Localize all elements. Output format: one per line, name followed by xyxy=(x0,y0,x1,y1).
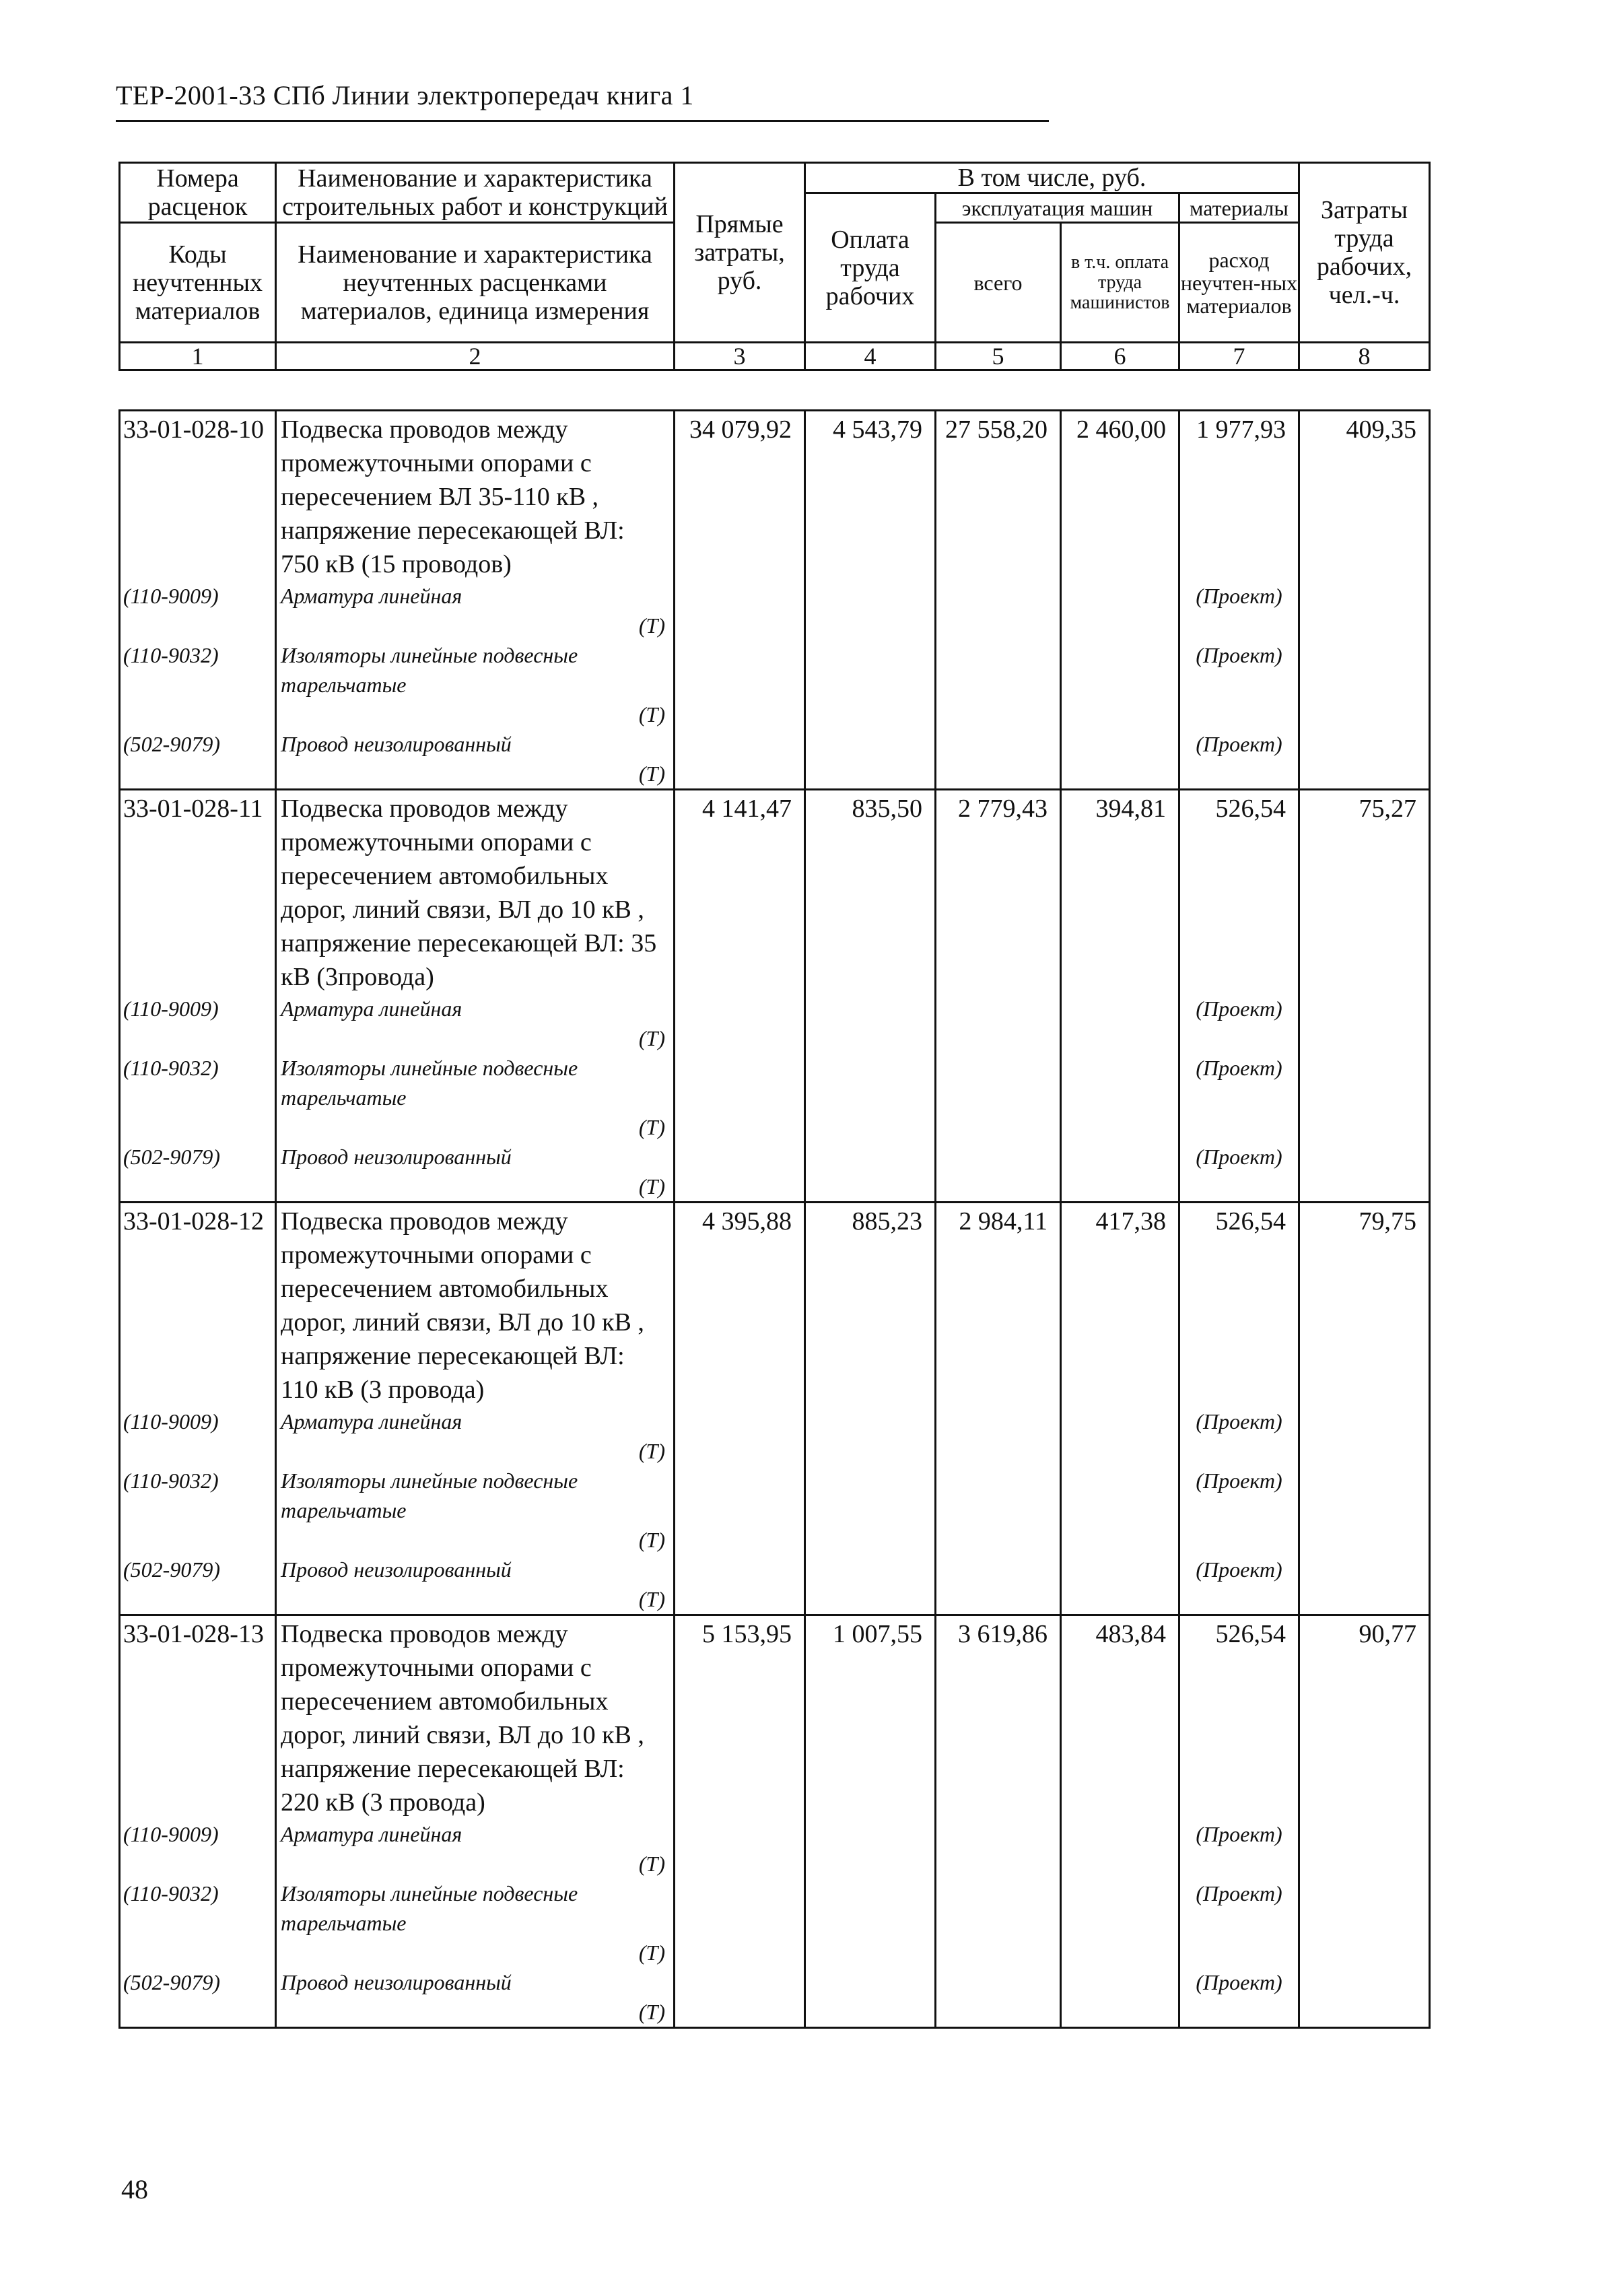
material-code: (110-9009) xyxy=(120,581,276,640)
material-name xyxy=(276,1555,675,1615)
empty-cell xyxy=(805,1819,936,1879)
material-note: (Проект) xyxy=(1179,1819,1299,1879)
material-name xyxy=(276,1466,675,1555)
rate-row xyxy=(120,1203,1430,1407)
rate-name-line: дорог, линий связи, ВЛ до 10 кВ , xyxy=(281,1721,644,1749)
material-name xyxy=(276,1053,675,1142)
rate-name-line: промежуточными опорами с xyxy=(281,1654,592,1682)
header-name-materials: Наименование и характеристика неучтенных расценками материалов, единица измерения xyxy=(276,223,675,343)
empty-cell xyxy=(1061,1407,1179,1466)
material-note: (Проект) xyxy=(1179,1142,1299,1203)
material-code: (110-9032) xyxy=(120,1879,276,1967)
empty-cell xyxy=(805,1555,936,1615)
empty-cell xyxy=(936,729,1061,790)
material-name xyxy=(276,1142,675,1203)
empty-cell xyxy=(805,729,936,790)
empty-cell xyxy=(805,1967,936,2028)
empty-cell xyxy=(1299,1142,1430,1203)
empty-cell xyxy=(675,1879,805,1967)
empty-cell xyxy=(805,1142,936,1203)
machinist-pay: 394,81 xyxy=(1061,790,1179,994)
rate-name xyxy=(276,411,675,582)
empty-cell xyxy=(1061,1466,1179,1555)
material-note: (Проект) xyxy=(1179,729,1299,790)
empty-cell xyxy=(675,729,805,790)
rate-name-line: промежуточными опорами с xyxy=(281,828,592,856)
material-row xyxy=(120,1879,1430,1967)
material-name-line: Провод неизолированный xyxy=(281,1557,512,1582)
material-code: (110-9032) xyxy=(120,1466,276,1555)
rate-code: 33-01-028-13 xyxy=(120,1615,276,1820)
empty-cell xyxy=(675,1967,805,2028)
rate-name-line: пересечением ВЛ 35-110 кВ , xyxy=(281,483,599,511)
empty-cell xyxy=(675,1466,805,1555)
material-name-line: тарельчатые xyxy=(281,1498,407,1522)
rate-name-line: дорог, линий связи, ВЛ до 10 кВ , xyxy=(281,896,644,924)
machinist-pay: 2 460,00 xyxy=(1061,411,1179,582)
material-name-line: тарельчатые xyxy=(281,1085,407,1110)
material-unit: (Т) xyxy=(638,762,665,786)
rate-name-line: пересечением автомобильных xyxy=(281,1275,609,1303)
material-code: (110-9009) xyxy=(120,1819,276,1879)
material-row xyxy=(120,1819,1430,1879)
rate-name-line: промежуточными опорами с xyxy=(281,449,592,477)
material-name xyxy=(276,1819,675,1879)
empty-cell xyxy=(1299,581,1430,640)
machinist-pay: 483,84 xyxy=(1061,1615,1179,1820)
empty-cell xyxy=(1061,1142,1179,1203)
rate-name-line: Подвеска проводов между xyxy=(281,1207,568,1236)
materials-cost: 526,54 xyxy=(1179,790,1299,994)
col-number: 3 xyxy=(675,343,805,370)
worker-pay: 885,23 xyxy=(805,1203,936,1407)
material-name-line: Арматура линейная xyxy=(281,1409,462,1433)
rate-row xyxy=(120,790,1430,994)
empty-cell xyxy=(1299,1053,1430,1142)
rate-name xyxy=(276,1203,675,1407)
col-number: 4 xyxy=(805,343,936,370)
empty-cell xyxy=(675,1555,805,1615)
material-note: (Проект) xyxy=(1179,1879,1299,1967)
material-name-line: Провод неизолированный xyxy=(281,732,512,756)
rate-name-line: дорог, линий связи, ВЛ до 10 кВ , xyxy=(281,1308,644,1337)
machine-total: 3 619,86 xyxy=(936,1615,1061,1820)
rate-name-line: 110 кВ (3 провода) xyxy=(281,1376,485,1404)
material-code: (502-9079) xyxy=(120,1555,276,1615)
machinist-pay: 417,38 xyxy=(1061,1203,1179,1407)
col-number: 7 xyxy=(1179,343,1299,370)
col-number: 1 xyxy=(120,343,276,370)
col-number: 6 xyxy=(1061,343,1179,370)
material-unit: (Т) xyxy=(638,1115,665,1139)
material-code: (502-9079) xyxy=(120,1142,276,1203)
material-unit: (Т) xyxy=(638,613,665,638)
col-number: 5 xyxy=(936,343,1061,370)
material-name-line: Изоляторы линейные подвесные xyxy=(281,1056,578,1080)
labor-cost: 409,35 xyxy=(1299,411,1430,582)
material-unit: (Т) xyxy=(638,1528,665,1552)
material-row xyxy=(120,581,1430,640)
material-name-line: тарельчатые xyxy=(281,1911,407,1935)
empty-cell xyxy=(1061,1879,1179,1967)
empty-cell xyxy=(936,1879,1061,1967)
material-name xyxy=(276,581,675,640)
material-row xyxy=(120,1407,1430,1466)
empty-cell xyxy=(936,1819,1061,1879)
material-name-line: Арматура линейная xyxy=(281,584,462,608)
header-labor: Затраты труда рабочих, чел.-ч. xyxy=(1299,163,1430,343)
empty-cell xyxy=(675,1142,805,1203)
empty-cell xyxy=(936,1967,1061,2028)
material-name-line: Провод неизолированный xyxy=(281,1145,512,1169)
material-name-line: Изоляторы линейные подвесные xyxy=(281,643,578,667)
table-header xyxy=(118,162,1431,371)
rate-name-line: 220 кВ (3 провода) xyxy=(281,1788,485,1817)
direct-costs: 34 079,92 xyxy=(675,411,805,582)
empty-cell xyxy=(936,1466,1061,1555)
material-name xyxy=(276,1879,675,1967)
empty-cell xyxy=(936,1142,1061,1203)
empty-cell xyxy=(1061,640,1179,729)
empty-cell xyxy=(1299,1879,1430,1967)
rate-name-line: 750 кВ (15 проводов) xyxy=(281,550,512,578)
material-unit: (Т) xyxy=(638,1026,665,1050)
col-number: 8 xyxy=(1299,343,1430,370)
rate-code: 33-01-028-12 xyxy=(120,1203,276,1407)
empty-cell xyxy=(1299,1819,1430,1879)
material-row xyxy=(120,1466,1430,1555)
materials-cost: 1 977,93 xyxy=(1179,411,1299,582)
machine-total: 2 779,43 xyxy=(936,790,1061,994)
material-note: (Проект) xyxy=(1179,1053,1299,1142)
empty-cell xyxy=(1299,1555,1430,1615)
rates-table-body xyxy=(120,411,1430,2028)
material-note: (Проект) xyxy=(1179,1407,1299,1466)
material-name xyxy=(276,729,675,790)
material-row xyxy=(120,1555,1430,1615)
material-note: (Проект) xyxy=(1179,640,1299,729)
page-number: 48 xyxy=(121,2174,148,2204)
labor-cost: 90,77 xyxy=(1299,1615,1430,1820)
material-name xyxy=(276,994,675,1053)
col-number: 2 xyxy=(276,343,675,370)
material-name-line: Провод неизолированный xyxy=(281,1970,512,1994)
worker-pay: 1 007,55 xyxy=(805,1615,936,1820)
material-unit: (Т) xyxy=(638,1587,665,1611)
header-direct-costs: Прямые затраты, руб. xyxy=(675,163,805,343)
empty-cell xyxy=(936,581,1061,640)
material-row xyxy=(120,1053,1430,1142)
material-name xyxy=(276,1967,675,2028)
rate-name-line: напряжение пересекающей ВЛ: xyxy=(281,1755,625,1783)
material-unit: (Т) xyxy=(638,1439,665,1463)
header-materials: материалы xyxy=(1179,193,1299,223)
empty-cell xyxy=(805,640,936,729)
material-row xyxy=(120,994,1430,1053)
rate-name-line: промежуточными опорами с xyxy=(281,1241,592,1269)
header-machine-ops: эксплуатация машин xyxy=(936,193,1179,223)
material-row xyxy=(120,729,1430,790)
material-unit: (Т) xyxy=(638,1174,665,1198)
empty-cell xyxy=(675,994,805,1053)
empty-cell xyxy=(675,1053,805,1142)
empty-cell xyxy=(675,1407,805,1466)
empty-cell xyxy=(936,1407,1061,1466)
empty-cell xyxy=(675,581,805,640)
material-note: (Проект) xyxy=(1179,1555,1299,1615)
header-including: В том числе, руб. xyxy=(805,163,1299,193)
rate-name-line: Подвеска проводов между xyxy=(281,1620,568,1648)
material-row xyxy=(120,640,1430,729)
header-worker-pay: Оплата труда рабочих xyxy=(805,193,936,343)
page-header: ТЕР-2001-33 СПб Линии электропередач книга 1 xyxy=(116,80,694,110)
direct-costs: 4 395,88 xyxy=(675,1203,805,1407)
empty-cell xyxy=(675,1819,805,1879)
labor-cost: 75,27 xyxy=(1299,790,1430,994)
empty-cell xyxy=(805,581,936,640)
rate-row xyxy=(120,1615,1430,1820)
empty-cell xyxy=(1299,729,1430,790)
material-unit: (Т) xyxy=(638,2000,665,2024)
header-materials-unaccounted: расход неучтен-ных материалов xyxy=(1179,223,1299,343)
rate-code: 33-01-028-11 xyxy=(120,790,276,994)
material-unit: (Т) xyxy=(638,702,665,727)
empty-cell xyxy=(1299,1967,1430,2028)
empty-cell xyxy=(1061,994,1179,1053)
labor-cost: 79,75 xyxy=(1299,1203,1430,1407)
rate-code: 33-01-028-10 xyxy=(120,411,276,582)
header-divider xyxy=(116,120,1049,122)
rate-name-line: пересечением автомобильных xyxy=(281,862,609,890)
material-name xyxy=(276,1407,675,1466)
rates-table xyxy=(118,409,1431,2029)
material-unit: (Т) xyxy=(638,1852,665,1876)
empty-cell xyxy=(1061,581,1179,640)
rate-name xyxy=(276,1615,675,1820)
material-unit: (Т) xyxy=(638,1940,665,1965)
empty-cell xyxy=(1061,1555,1179,1615)
rate-name-line: напряжение пересекающей ВЛ: xyxy=(281,516,625,545)
rate-name-line: кВ (3провода) xyxy=(281,963,434,991)
header-codes: Коды неучтенных материалов xyxy=(120,223,276,343)
empty-cell xyxy=(1061,1053,1179,1142)
materials-cost: 526,54 xyxy=(1179,1615,1299,1820)
empty-cell xyxy=(936,1555,1061,1615)
empty-cell xyxy=(805,1053,936,1142)
direct-costs: 4 141,47 xyxy=(675,790,805,994)
material-note: (Проект) xyxy=(1179,994,1299,1053)
material-name-line: Изоляторы линейные подвесные xyxy=(281,1881,578,1905)
worker-pay: 835,50 xyxy=(805,790,936,994)
direct-costs: 5 153,95 xyxy=(675,1615,805,1820)
header-rate-numbers: Номера расценок xyxy=(120,163,276,223)
material-code: (110-9032) xyxy=(120,640,276,729)
header-machine-total: всего xyxy=(936,223,1061,343)
empty-cell xyxy=(675,640,805,729)
material-name-line: Изоляторы линейные подвесные xyxy=(281,1468,578,1493)
rate-name-line: Подвеска проводов между xyxy=(281,795,568,823)
empty-cell xyxy=(805,1879,936,1967)
worker-pay: 4 543,79 xyxy=(805,411,936,582)
material-note: (Проект) xyxy=(1179,581,1299,640)
header-name-works: Наименование и характеристика строительных работ и конструкций xyxy=(276,163,675,223)
empty-cell xyxy=(1299,1466,1430,1555)
empty-cell xyxy=(936,994,1061,1053)
empty-cell xyxy=(1061,1819,1179,1879)
machine-total: 27 558,20 xyxy=(936,411,1061,582)
empty-cell xyxy=(805,1407,936,1466)
material-name-line: Арматура линейная xyxy=(281,1822,462,1846)
material-code: (110-9009) xyxy=(120,1407,276,1466)
material-note: (Проект) xyxy=(1179,1967,1299,2028)
rate-name xyxy=(276,790,675,994)
empty-cell xyxy=(805,994,936,1053)
empty-cell xyxy=(1299,1407,1430,1466)
materials-cost: 526,54 xyxy=(1179,1203,1299,1407)
material-name-line: тарельчатые xyxy=(281,673,407,697)
material-name xyxy=(276,640,675,729)
rate-name-line: Подвеска проводов между xyxy=(281,415,568,444)
material-code: (110-9032) xyxy=(120,1053,276,1142)
empty-cell xyxy=(936,640,1061,729)
material-note: (Проект) xyxy=(1179,1466,1299,1555)
rate-name-line: пересечением автомобильных xyxy=(281,1687,609,1716)
material-row xyxy=(120,1967,1430,2028)
empty-cell xyxy=(805,1466,936,1555)
rate-name-line: напряжение пересекающей ВЛ: 35 xyxy=(281,929,657,957)
empty-cell xyxy=(1299,994,1430,1053)
rate-row xyxy=(120,411,1430,582)
empty-cell xyxy=(936,1053,1061,1142)
material-code: (502-9079) xyxy=(120,729,276,790)
machine-total: 2 984,11 xyxy=(936,1203,1061,1407)
header-machinist-pay: в т.ч. оплата труда машинистов xyxy=(1061,223,1179,343)
empty-cell xyxy=(1061,1967,1179,2028)
rate-name-line: напряжение пересекающей ВЛ: xyxy=(281,1342,625,1370)
material-row xyxy=(120,1142,1430,1203)
empty-cell xyxy=(1299,640,1430,729)
material-code: (110-9009) xyxy=(120,994,276,1053)
material-code: (502-9079) xyxy=(120,1967,276,2028)
material-name-line: Арматура линейная xyxy=(281,997,462,1021)
empty-cell xyxy=(1061,729,1179,790)
